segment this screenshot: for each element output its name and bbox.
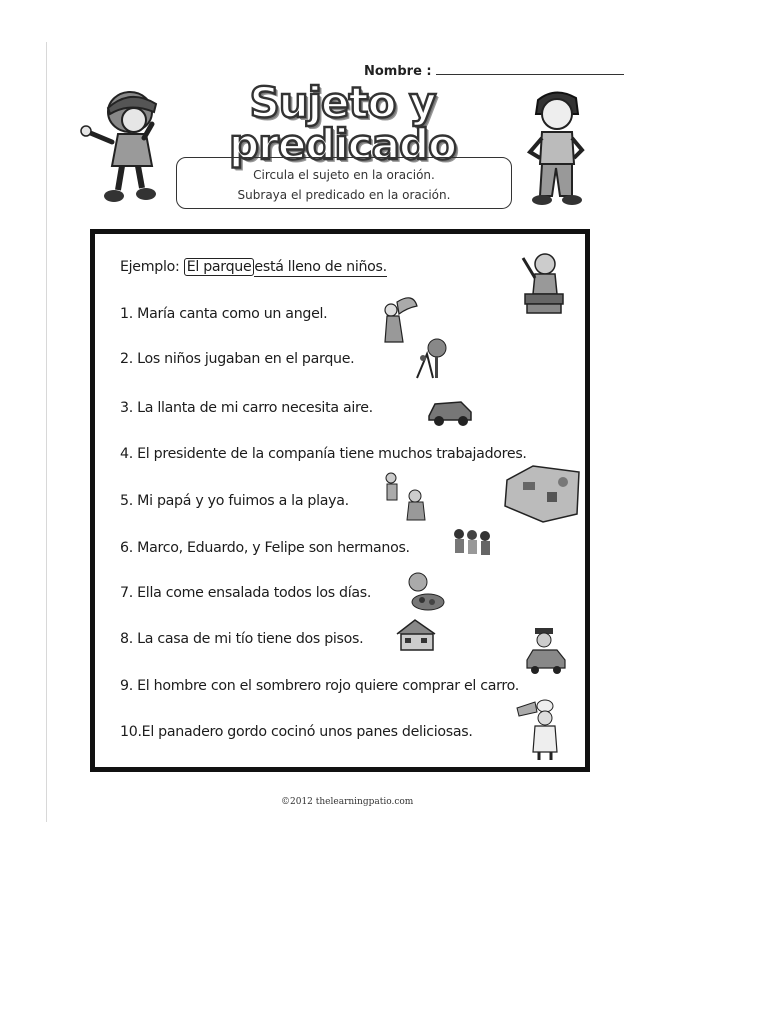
baker-illustration xyxy=(515,698,561,762)
sentence-8: 8. La casa de mi tío tiene dos pisos. xyxy=(120,631,364,647)
name-label: Nombre : xyxy=(364,64,432,79)
example-subject-circled: El parque xyxy=(184,258,255,276)
example-label: Ejemplo: xyxy=(120,259,180,275)
worksheet-title: Sujeto y predicado xyxy=(229,78,456,169)
instruction-underline-predicate: Subraya el predicado en la oración. xyxy=(237,188,451,202)
three-brothers-illustration xyxy=(451,526,493,562)
playground-children-illustration xyxy=(413,338,449,382)
example-predicate-underlined: está lleno de niños. xyxy=(254,259,387,275)
car-illustration xyxy=(425,394,475,428)
woman-eating-salad-illustration xyxy=(400,568,448,616)
sentence-4: 4. El presidente de la companía tiene muchos trabajadores. xyxy=(120,446,527,462)
girl-sitting-on-books-illustration xyxy=(517,248,569,320)
instruction-circle-subject: Circula el sujeto en la oración. xyxy=(253,168,435,182)
dad-and-child-beach-illustration xyxy=(379,470,431,526)
copyright-footer: ©2012 thelearningpatio.com xyxy=(281,797,414,807)
sentence-9: 9. El hombre con el sombrero rojo quiere comprar el carro. xyxy=(120,678,519,694)
page-edge-rule xyxy=(46,42,47,822)
man-with-hat-in-car-illustration xyxy=(523,626,567,678)
instructions-box xyxy=(176,157,512,209)
boy-cartoon-illustration xyxy=(520,88,590,208)
sentence-2: 2. Los niños jugaban en el parque. xyxy=(120,351,355,367)
beach-scene-illustration xyxy=(503,464,583,524)
girl-cartoon-illustration xyxy=(78,86,170,204)
sentence-3: 3. La llanta de mi carro necesita aire. xyxy=(120,400,373,416)
two-story-house-illustration xyxy=(393,618,439,652)
name-field xyxy=(364,62,624,79)
sentence-5: 5. Mi papá y yo fuimos a la playa. xyxy=(120,493,349,509)
exercise-panel xyxy=(90,229,590,772)
sentence-7: 7. Ella come ensalada todos los días. xyxy=(120,585,372,601)
name-blank-line xyxy=(436,62,624,75)
example-sentence xyxy=(120,259,387,275)
sentence-10: 10.El panadero gordo cocinó unos panes deliciosas. xyxy=(120,724,473,740)
sentence-1: 1. María canta como un angel. xyxy=(120,306,328,322)
sentence-6: 6. Marco, Eduardo, y Felipe son hermanos. xyxy=(120,540,410,556)
